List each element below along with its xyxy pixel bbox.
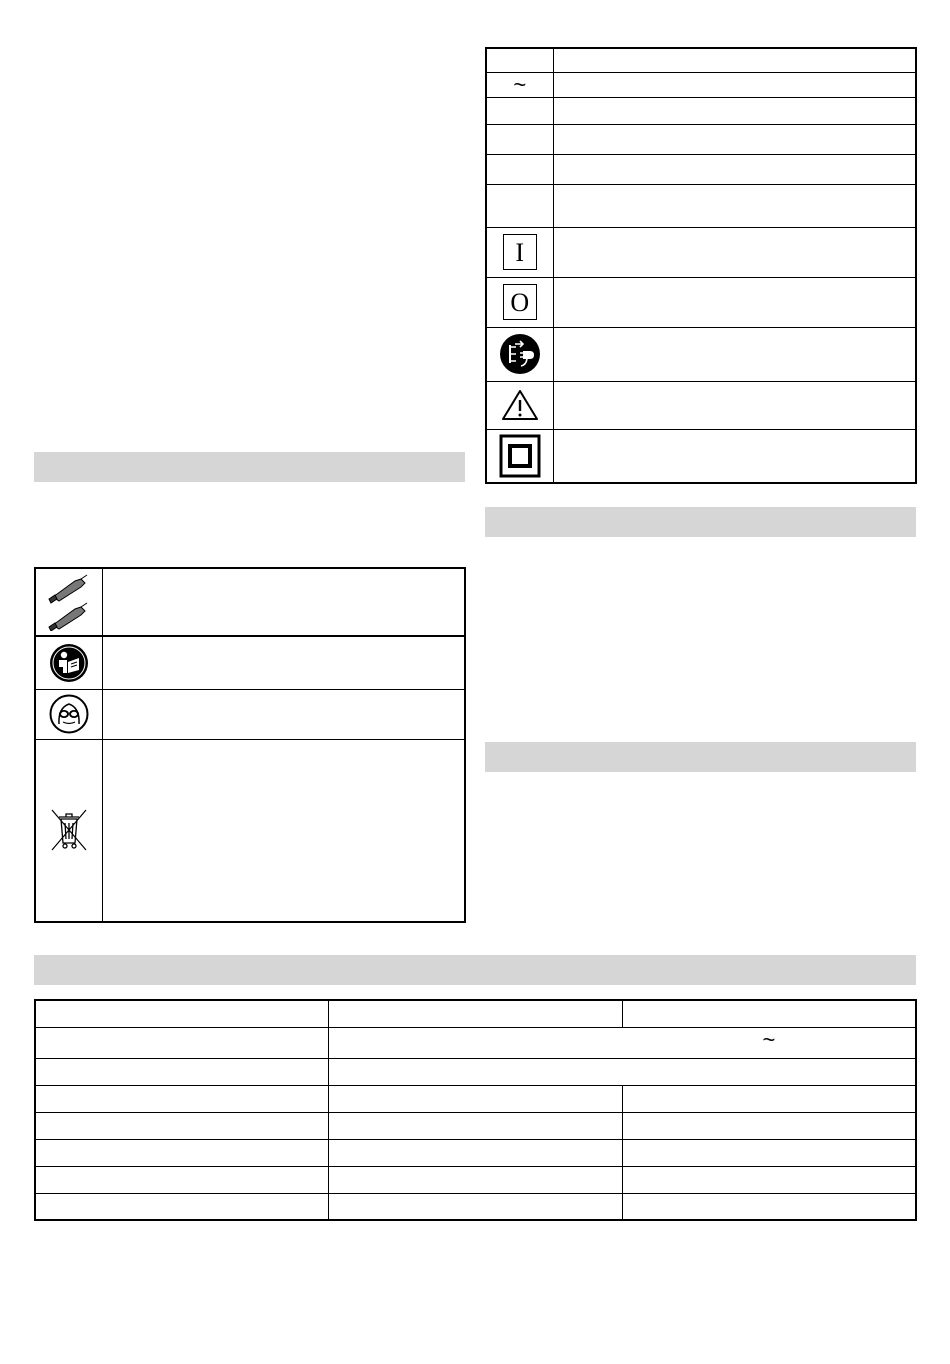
table-cell-symbol bbox=[486, 277, 553, 327]
power-on-icon bbox=[503, 234, 537, 270]
section-heading-bar-technical-data bbox=[34, 955, 916, 985]
table-cell-icon bbox=[35, 689, 102, 739]
table-cell-value bbox=[328, 1112, 622, 1139]
table-cell-symbol bbox=[486, 124, 553, 154]
table-cell-label bbox=[35, 1085, 328, 1112]
table-row bbox=[35, 636, 465, 689]
table-cell-icon bbox=[35, 636, 102, 689]
table-cell-description bbox=[553, 429, 916, 483]
eye-protection-icon bbox=[36, 694, 102, 734]
table-cell-description bbox=[102, 568, 465, 636]
table-cell-value bbox=[328, 1193, 622, 1220]
table-cell-symbol bbox=[486, 227, 553, 277]
table-cell-label bbox=[35, 1058, 328, 1085]
table-cell-label bbox=[35, 1112, 328, 1139]
warning-symbols-table bbox=[34, 567, 466, 923]
section-heading-bar-right-2 bbox=[485, 742, 916, 772]
alternating-current-icon: ~ bbox=[762, 1026, 776, 1052]
alternating-current-icon: ~ bbox=[513, 71, 527, 97]
table-row bbox=[35, 1193, 916, 1220]
read-manual-icon bbox=[36, 643, 102, 683]
table-cell-description bbox=[102, 739, 465, 922]
table-row bbox=[486, 429, 916, 483]
table-row bbox=[35, 739, 465, 922]
power-on-symbol: I bbox=[515, 238, 525, 267]
table-cell-description bbox=[553, 124, 916, 154]
table-cell-value bbox=[622, 1166, 916, 1193]
table-cell-description bbox=[553, 72, 916, 97]
table-cell-value bbox=[328, 1139, 622, 1166]
table-cell-description bbox=[553, 184, 916, 227]
table-cell-symbol bbox=[486, 97, 553, 124]
table-row bbox=[35, 1139, 916, 1166]
weee-crossed-bin-icon bbox=[36, 807, 102, 853]
table-cell-symbol bbox=[486, 48, 553, 72]
table-row bbox=[35, 1058, 916, 1085]
symbols-table bbox=[485, 47, 917, 484]
technical-data-table bbox=[34, 999, 917, 1221]
table-cell-description bbox=[553, 154, 916, 184]
table-row bbox=[486, 124, 916, 154]
table-cell-icon bbox=[35, 739, 102, 922]
table-cell-symbol bbox=[486, 72, 553, 97]
table-row bbox=[486, 97, 916, 124]
table-row bbox=[486, 227, 916, 277]
table-row bbox=[35, 1027, 916, 1058]
table-cell-symbol bbox=[486, 184, 553, 227]
table-cell-description bbox=[553, 381, 916, 429]
table-cell-description bbox=[102, 689, 465, 739]
table-row bbox=[35, 689, 465, 739]
table-row bbox=[486, 381, 916, 429]
table-cell-symbol bbox=[486, 429, 553, 483]
heat-gun-icon bbox=[36, 573, 102, 631]
table-row bbox=[486, 72, 916, 97]
unplug-mains-icon bbox=[487, 333, 553, 375]
table-cell-value bbox=[328, 1166, 622, 1193]
table-cell-merged-value bbox=[328, 1027, 916, 1058]
table-row bbox=[486, 154, 916, 184]
table-cell-description bbox=[553, 227, 916, 277]
table-cell-label bbox=[35, 1166, 328, 1193]
table-cell-description bbox=[553, 327, 916, 381]
table-cell-label bbox=[35, 1193, 328, 1220]
table-cell-label bbox=[35, 1139, 328, 1166]
table-row bbox=[35, 568, 465, 636]
table-cell-value bbox=[622, 1193, 916, 1220]
section-heading-bar-left bbox=[34, 452, 465, 482]
class-ii-double-insulation-icon bbox=[487, 434, 553, 478]
table-row bbox=[35, 1166, 916, 1193]
table-header-cell bbox=[622, 1000, 916, 1027]
table-cell-symbol bbox=[486, 327, 553, 381]
table-cell-description bbox=[553, 48, 916, 72]
table-cell-icon bbox=[35, 568, 102, 636]
table-cell-value bbox=[622, 1139, 916, 1166]
table-header-cell bbox=[35, 1000, 328, 1027]
table-row bbox=[486, 277, 916, 327]
table-cell-merged-value bbox=[328, 1058, 916, 1085]
table-cell-value bbox=[622, 1085, 916, 1112]
table-cell-description bbox=[553, 97, 916, 124]
table-cell-symbol bbox=[486, 381, 553, 429]
table-header-row bbox=[35, 1000, 916, 1027]
table-row bbox=[35, 1112, 916, 1139]
power-off-symbol: O bbox=[510, 288, 530, 317]
table-row bbox=[486, 327, 916, 381]
table-cell-description bbox=[102, 636, 465, 689]
table-row bbox=[486, 48, 916, 72]
table-header-cell bbox=[328, 1000, 622, 1027]
table-row bbox=[35, 1085, 916, 1112]
table-cell-value bbox=[622, 1112, 916, 1139]
table-cell-symbol bbox=[486, 154, 553, 184]
table-cell-value bbox=[328, 1085, 622, 1112]
power-off-icon bbox=[503, 284, 537, 320]
warning-triangle-icon bbox=[487, 389, 553, 421]
table-cell-label bbox=[35, 1027, 328, 1058]
table-cell-description bbox=[553, 277, 916, 327]
table-row bbox=[486, 184, 916, 227]
section-heading-bar-right-1 bbox=[485, 507, 916, 537]
